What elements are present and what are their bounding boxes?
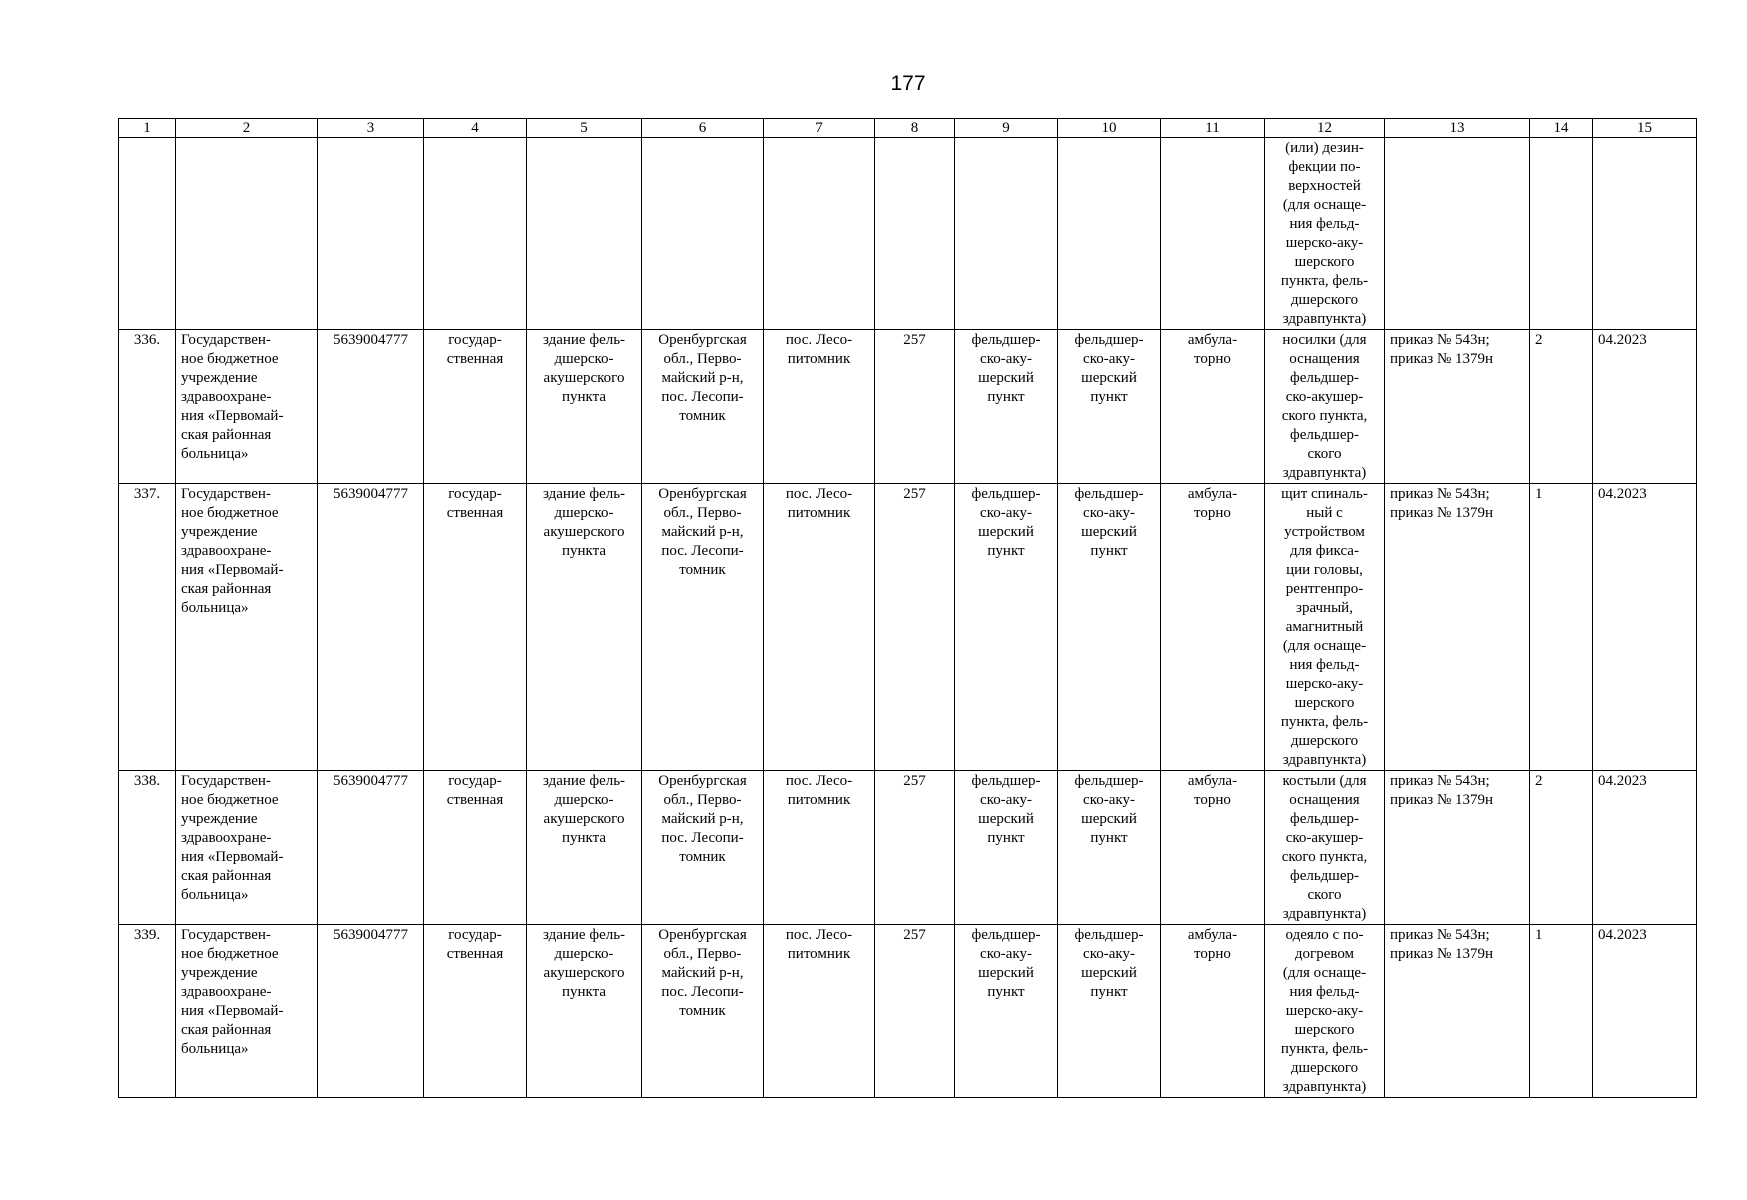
care-mode-cell: амбула- торно — [1161, 330, 1265, 484]
ownership-cell: государ- ственная — [424, 771, 527, 925]
column-header: 7 — [764, 119, 875, 138]
empty-cell — [955, 138, 1058, 330]
settlement-cell: пос. Лесо- питомник — [764, 771, 875, 925]
empty-cell — [764, 138, 875, 330]
quantity-cell: 2 — [1530, 771, 1593, 925]
column-header: 14 — [1530, 119, 1593, 138]
date-cell: 04.2023 — [1593, 925, 1697, 1098]
column-header: 12 — [1265, 119, 1385, 138]
column-header: 2 — [176, 119, 318, 138]
inn-cell: 5639004777 — [318, 484, 424, 771]
address-cell: Оренбургская обл., Перво- майский р-н, пос. Лесопи- томник — [642, 925, 764, 1098]
column-header: 10 — [1058, 119, 1161, 138]
equipment-item-cell: носилки (для оснащения фельдшер- ско-акушер- ского пункта, фельдшер- ского здравпункта) — [1265, 330, 1385, 484]
ownership-cell: государ- ственная — [424, 925, 527, 1098]
column-header: 15 — [1593, 119, 1697, 138]
organization-cell: Государствен- ное бюджетное учреждение здравоохране- ния «Первомай- ская районная больница» — [176, 330, 318, 484]
inn-cell: 5639004777 — [318, 771, 424, 925]
column-header: 9 — [955, 119, 1058, 138]
count-cell: 257 — [875, 330, 955, 484]
building-cell: здание фель- дшерско- акушерского пункта — [527, 330, 642, 484]
order-cell: приказ № 543н; приказ № 1379н — [1385, 330, 1530, 484]
empty-cell — [424, 138, 527, 330]
column-header: 3 — [318, 119, 424, 138]
address-cell: Оренбургская обл., Перво- майский р-н, пос. Лесопи- томник — [642, 330, 764, 484]
order-cell: приказ № 543н; приказ № 1379н — [1385, 771, 1530, 925]
organization-cell: Государствен- ное бюджетное учреждение здравоохране- ния «Первомай- ская районная больница» — [176, 484, 318, 771]
empty-cell — [527, 138, 642, 330]
page-number: 177 — [890, 72, 926, 95]
column-header: 1 — [119, 119, 176, 138]
count-cell: 257 — [875, 484, 955, 771]
empty-cell — [119, 138, 176, 330]
facility-type-cell: фельдшер- ско-аку- шерский пункт — [955, 771, 1058, 925]
facility-unit-cell: фельдшер- ско-аку- шерский пункт — [1058, 771, 1161, 925]
equipment-item-cell: (или) дезин- фекции по- верхностей (для оснаще- ния фельд- шерско-аку- шерского пункта, фель- дшерского здравпункта) — [1265, 138, 1385, 330]
empty-cell — [1593, 138, 1697, 330]
row-number-cell: 337. — [119, 484, 176, 771]
empty-cell — [176, 138, 318, 330]
row-number-cell: 338. — [119, 771, 176, 925]
empty-cell — [1058, 138, 1161, 330]
facility-unit-cell: фельдшер- ско-аку- шерский пункт — [1058, 925, 1161, 1098]
facility-unit-cell: фельдшер- ско-аку- шерский пункт — [1058, 330, 1161, 484]
empty-cell — [875, 138, 955, 330]
facility-type-cell: фельдшер- ско-аку- шерский пункт — [955, 330, 1058, 484]
inn-cell: 5639004777 — [318, 330, 424, 484]
continuation-row — [119, 138, 1697, 330]
facility-type-cell: фельдшер- ско-аку- шерский пункт — [955, 484, 1058, 771]
ownership-cell: государ- ственная — [424, 330, 527, 484]
date-cell: 04.2023 — [1593, 771, 1697, 925]
care-mode-cell: амбула- торно — [1161, 925, 1265, 1098]
table-row — [119, 925, 1697, 1098]
building-cell: здание фель- дшерско- акушерского пункта — [527, 484, 642, 771]
settlement-cell: пос. Лесо- питомник — [764, 925, 875, 1098]
date-cell: 04.2023 — [1593, 484, 1697, 771]
settlement-cell: пос. Лесо- питомник — [764, 484, 875, 771]
date-cell: 04.2023 — [1593, 330, 1697, 484]
count-cell: 257 — [875, 925, 955, 1098]
quantity-cell: 1 — [1530, 484, 1593, 771]
table-row — [119, 330, 1697, 484]
building-cell: здание фель- дшерско- акушерского пункта — [527, 771, 642, 925]
column-header: 11 — [1161, 119, 1265, 138]
table-row — [119, 484, 1697, 771]
empty-cell — [1161, 138, 1265, 330]
equipment-item-cell: одеяло с по- догревом (для оснаще- ния фельд- шерско-аку- шерского пункта, фель- дшерского здравпункта) — [1265, 925, 1385, 1098]
column-header: 4 — [424, 119, 527, 138]
quantity-cell: 2 — [1530, 330, 1593, 484]
empty-cell — [1530, 138, 1593, 330]
column-header: 6 — [642, 119, 764, 138]
organization-cell: Государствен- ное бюджетное учреждение здравоохране- ния «Первомай- ская районная больница» — [176, 771, 318, 925]
care-mode-cell: амбула- торно — [1161, 484, 1265, 771]
empty-cell — [1385, 138, 1530, 330]
order-cell: приказ № 543н; приказ № 1379н — [1385, 484, 1530, 771]
count-cell: 257 — [875, 771, 955, 925]
table-row — [119, 771, 1697, 925]
organization-cell: Государствен- ное бюджетное учреждение здравоохране- ния «Первомай- ская районная больница» — [176, 925, 318, 1098]
equipment-item-cell: щит спиналь- ный с устройством для фикса- ции головы, рентгенпро- зрачный, амагнитный (для оснаще- ния фельд- шерско-аку- шерского пункта, фель- дшерского здравпункта) — [1265, 484, 1385, 771]
order-cell: приказ № 543н; приказ № 1379н — [1385, 925, 1530, 1098]
column-number-row — [119, 119, 1697, 138]
address-cell: Оренбургская обл., Перво- майский р-н, пос. Лесопи- томник — [642, 484, 764, 771]
inn-cell: 5639004777 — [318, 925, 424, 1098]
quantity-cell: 1 — [1530, 925, 1593, 1098]
column-header: 13 — [1385, 119, 1530, 138]
facility-type-cell: фельдшер- ско-аку- шерский пункт — [955, 925, 1058, 1098]
empty-cell — [318, 138, 424, 330]
row-number-cell: 339. — [119, 925, 176, 1098]
ownership-cell: государ- ственная — [424, 484, 527, 771]
building-cell: здание фель- дшерско- акушерского пункта — [527, 925, 642, 1098]
column-header: 8 — [875, 119, 955, 138]
address-cell: Оренбургская обл., Перво- майский р-н, пос. Лесопи- томник — [642, 771, 764, 925]
settlement-cell: пос. Лесо- питомник — [764, 330, 875, 484]
facility-unit-cell: фельдшер- ско-аку- шерский пункт — [1058, 484, 1161, 771]
equipment-item-cell: костыли (для оснащения фельдшер- ско-акушер- ского пункта, фельдшер- ского здравпункта) — [1265, 771, 1385, 925]
equipment-registry-table — [118, 118, 1697, 1098]
column-header: 5 — [527, 119, 642, 138]
empty-cell — [642, 138, 764, 330]
row-number-cell: 336. — [119, 330, 176, 484]
care-mode-cell: амбула- торно — [1161, 771, 1265, 925]
